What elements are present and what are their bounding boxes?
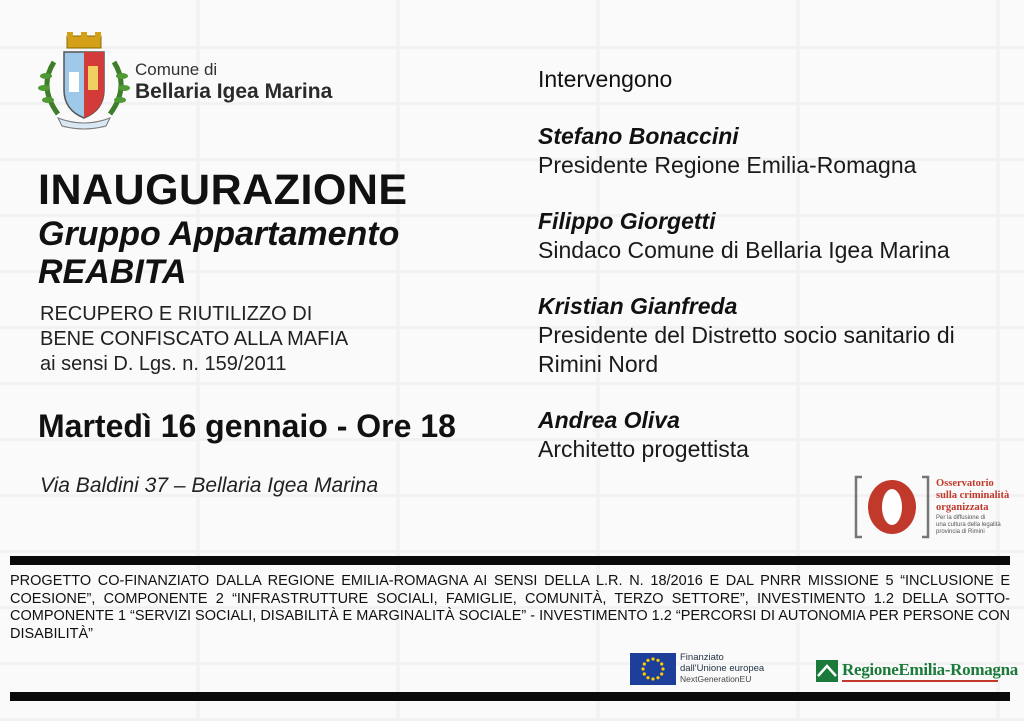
eu-flag-icon [630, 653, 676, 685]
osservatorio-logo [852, 473, 1022, 541]
eu-funding-text [680, 652, 764, 685]
rer-emblem-icon [816, 660, 838, 682]
subtitle-line-2: REABITA [38, 253, 187, 291]
comune-crest-logo [36, 32, 132, 132]
speaker-role: Presidente del Distretto socio sanitario di Rimini Nord [538, 322, 955, 377]
osservatorio-tag-1: Per la diffusione di [936, 515, 986, 521]
regione-emilia-romagna-logo [816, 656, 1018, 684]
eu-line-1: Finanziato [680, 652, 724, 663]
osservatorio-line-1: Osservatorio [936, 478, 994, 489]
speakers-heading: Intervengono [538, 66, 673, 92]
comune-di-label: Comune di [135, 60, 218, 79]
eu-line-3: NextGenerationEU [680, 674, 752, 684]
event-title: INAUGURAZIONE [38, 166, 408, 214]
desc-line-1: RECUPERO E RIUTILIZZO DI [40, 303, 313, 325]
desc-line-2: BENE CONFISCATO ALLA MAFIA [40, 328, 349, 350]
speaker-item [538, 207, 1018, 265]
speaker-item [538, 122, 1018, 180]
speaker-item [538, 406, 1018, 464]
event-address: Via Baldini 37 – Bellaria Igea Marina [40, 474, 379, 497]
desc-line-3: ai sensi D. Lgs. n. 159/2011 [40, 353, 287, 375]
osservatorio-tag-2: una cultura della legalità [936, 522, 1001, 528]
event-subtitle [38, 215, 399, 291]
funding-statement: PROGETTO CO-FINANZIATO DALLA REGIONE EMILIA-ROMAGNA AI SENSI DELLA L.R. N. 18/2016 E DAL PNRR MISSIONE 5 “INCLUSIONE E COESIONE”, COMPONENTE 2 “INFRASTRUTTURE SOCIALI, FAMIGLIE, COMUNITÀ, TERZO SETTORE”, INVESTIMENTO 1.2 DELLA SOTTO-COMPONENTE 1 “SERVIZI SOCIALI, DISABILITÀ E MARGINALITÀ SOCIALE” - INVESTIMENTO 1.2 “PERCORSI DI AUTONOMIA PER PERSONE CON DISABILITÀ” [10, 573, 1010, 642]
eu-line-2: dall'Unione europea [680, 663, 765, 674]
event-date: Martedì 16 gennaio - Ore 18 [38, 408, 456, 444]
divider-bar-top [10, 556, 1010, 565]
speaker-name: Filippo Giorgetti [538, 208, 716, 234]
osservatorio-tag-3: provincia di Rimini [936, 529, 985, 535]
speakers-list [538, 122, 1018, 491]
osservatorio-line-2: sulla criminalità [936, 490, 1010, 501]
speaker-name: Stefano Bonaccini [538, 123, 739, 149]
speaker-name: Andrea Oliva [538, 407, 680, 433]
eu-funding-logo [630, 652, 800, 688]
speaker-item [538, 292, 1018, 379]
osservatorio-line-3: organizzata [936, 502, 989, 513]
subtitle-line-1: Gruppo Appartamento [38, 215, 400, 253]
speaker-role: Presidente Regione Emilia-Romagna [538, 152, 917, 178]
speaker-role: Architetto progettista [538, 436, 749, 462]
rer-name: RegioneEmilia-Romagna [842, 660, 1018, 679]
comune-name: Bellaria Igea Marina [135, 80, 333, 103]
divider-bar-bottom [10, 692, 1010, 701]
speaker-role: Sindaco Comune di Bellaria Igea Marina [538, 237, 950, 263]
speaker-name: Kristian Gianfreda [538, 293, 738, 319]
rer-underline [842, 680, 998, 682]
event-description [40, 302, 348, 377]
